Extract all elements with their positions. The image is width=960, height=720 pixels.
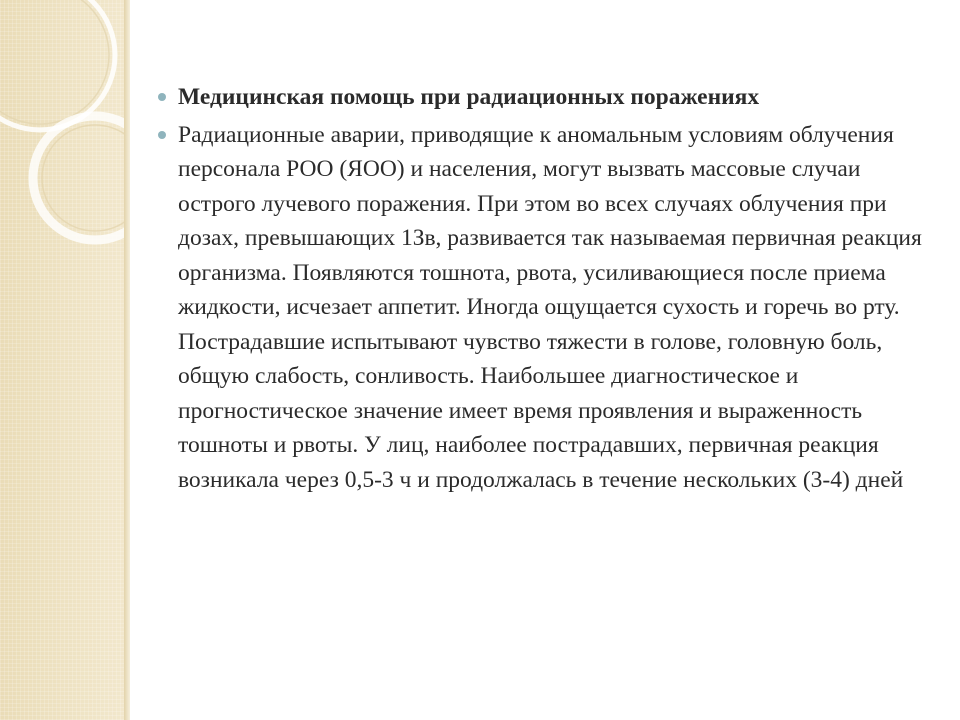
decorative-rings-icon <box>0 0 130 260</box>
slide-title: Медицинская помощь при радиационных поражениях <box>178 84 760 110</box>
slide-body-text: Радиационные аварии, приводящие к аномальным условиям облучения персонала РОО (ЯОО) и населения, могут вызвать массовые случаи острого лучевого поражения. При этом во всех случаях облучения при дозах, превышающих 1Зв, развивается так называемая первичная реакция организма. Появляются тошнота, рвота, усиливающиеся после приема жидкости, исчезает аппетит. Иногда ощущается сухость и горечь во рту. Пострадавшие испытывают чувство тяжести в голове, головную боль, общую слабость, сонливость. Наибольшее диагностическое и прогностическое значение имеет время проявления и выраженность тошноты и рвоты. У лиц, наиболее пострадавших, первичная реакция возникала через 0,5-3 ч и продолжалась в течение нескольких (3-4) дней <box>178 121 922 493</box>
bullet-dot-icon <box>158 131 166 139</box>
bullet-dot-icon <box>158 93 166 101</box>
bullet-item-title <box>152 80 922 115</box>
decorative-side-panel <box>0 0 130 720</box>
bullet-item-body <box>152 118 922 498</box>
side-panel-edge <box>124 0 130 720</box>
slide-content <box>152 80 922 497</box>
